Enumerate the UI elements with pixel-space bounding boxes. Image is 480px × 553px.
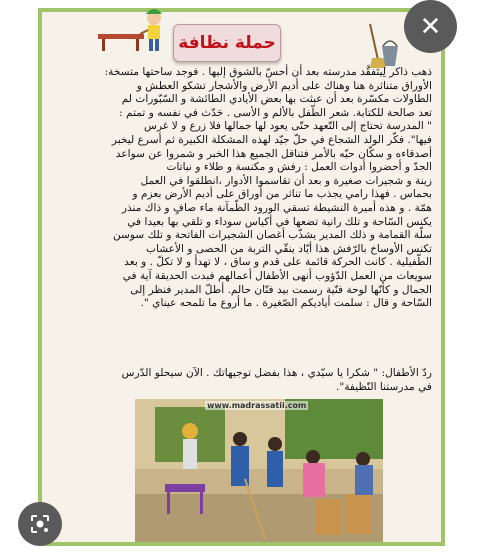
camera-lens-icon xyxy=(28,512,52,536)
story-line: الطاولات مكسّرة بعد أن عبثت بها بعض الأيادي الطائشة و السّبّورات لم xyxy=(121,93,432,106)
story-line: " المدرسة تحتاج إلى التّعهد حتّى يعود لها جمالها فلا زرع و لا غرس xyxy=(144,120,432,133)
title-banner xyxy=(173,24,281,62)
story-line: سلّة القمامة و ذلك المدير يشذّب أغصان الشجيرات الفاتحة و تلك سوسن xyxy=(112,229,432,242)
child-head xyxy=(233,432,247,446)
cardboard-box xyxy=(315,499,341,535)
watermark: www.madrassatii.com xyxy=(207,401,307,410)
table-leg-right xyxy=(136,39,139,51)
table-top xyxy=(98,34,144,39)
story-line: فيها". فكّر الولد الشجاع في حلّ جيّد لهذه المشكلة الكبيرة ثم أسرع ليخبر xyxy=(111,133,432,146)
boy-cap xyxy=(146,9,162,14)
story-line: السّاحة و قال : سلمت أياديكم الصّغيرة . ما أروع ما تلمحه عيناي ". xyxy=(140,297,432,310)
child-body xyxy=(303,463,325,497)
child-body xyxy=(267,451,283,487)
boy-painting-table-illustration xyxy=(96,6,168,56)
cardboard-box xyxy=(345,494,371,534)
story-line: تعد صالحة للكتابة. شعر الطّفل بالألم و الأسى . حَدّث في نفسه و تمتم : xyxy=(119,106,432,119)
child-body xyxy=(183,439,197,469)
child-head xyxy=(356,452,370,466)
story-line: همّة . و هذه أميرة النشيطة تسقي الورود الظّمآنة ماء صافٍ و ذاك منذر xyxy=(121,201,432,214)
children-cleaning-photo xyxy=(135,399,383,542)
story-line: سويعات من العمل الدّؤوب أنهى الأطفال أعمالهم فبدت الحديقة آية في xyxy=(122,269,432,282)
boy-shirt xyxy=(148,25,160,39)
ending-line: في مدرستنا النّظيفة". xyxy=(335,381,432,393)
story-text xyxy=(62,66,432,311)
story-line: يكنس السّاحة و تلك رانية تضعها في أكياس سوداء و تلقي بها بعيدا في xyxy=(127,215,432,228)
story-line: زينة و شجيرات صغيرة و بعد أن تقاسموا الأدوار ،انطلقوا في العمل xyxy=(140,174,432,187)
child-head xyxy=(268,437,282,451)
ending-line: ردّ الأطفال: " شكرا يا سيّدي ، هذا بفضل توجيهاتك . الآن سيحلو الدّرس xyxy=(121,367,432,379)
bucket-broom-illustration xyxy=(362,20,402,70)
purple-table xyxy=(165,484,205,492)
close-button[interactable] xyxy=(404,0,457,53)
bucket-handle xyxy=(383,41,397,46)
paint-brush xyxy=(140,30,148,34)
story-line: تكنس الأوساخ بالرّفش هذا أيّاد ينقّي التربة من الحصى و الأعشاب xyxy=(146,242,432,255)
story-line: أصدقاءه و سكّان حيّه بالأمر فتناقل الجميع هذا الخبر و شمروا عن سواعد xyxy=(115,147,432,160)
story-ending xyxy=(62,366,432,394)
child-body xyxy=(355,465,373,495)
story-line: الجدّ و أحضروا أدوات العمل : رفش و مكنسة و طلاء و نباتات xyxy=(166,161,432,174)
table-leg xyxy=(167,492,170,514)
boy-leg-left xyxy=(149,39,153,51)
story-line: ذهب ذاكر لِيتَفقَّد مدرسته بعد أن أحسّ بالشوق إليها . فوجد ساحتها متسخة: xyxy=(104,66,432,78)
boy-leg-right xyxy=(155,39,159,51)
child-head xyxy=(182,423,198,439)
lens-search-button[interactable] xyxy=(18,502,62,546)
story-line: الطّفيلية . كانت الحركة قائمة على قدم و ساق ، لا تهدأ و لا تكلّ . و بعد xyxy=(124,256,432,269)
story-line: الجمال و كأنّها لوحة فنّية رسمت بيد فنّان حالم. أطلّ المدير فنظر إلى xyxy=(130,283,432,296)
page-title: حملة نظافة xyxy=(178,33,276,53)
story-line: الأوراق متناثرة هنا وهناك على أديم الأرض والأشجار تشكو العطش و xyxy=(136,79,432,92)
close-icon: ✕ xyxy=(419,11,442,42)
table-leg-left xyxy=(102,39,105,51)
child-head xyxy=(306,450,320,464)
broom-stick xyxy=(370,24,378,60)
story-line: بحماس . فهذا رامي يجذب ما تناثر من أوراق على أديم الأرض بعزم و xyxy=(132,188,432,201)
table-leg xyxy=(200,492,203,514)
